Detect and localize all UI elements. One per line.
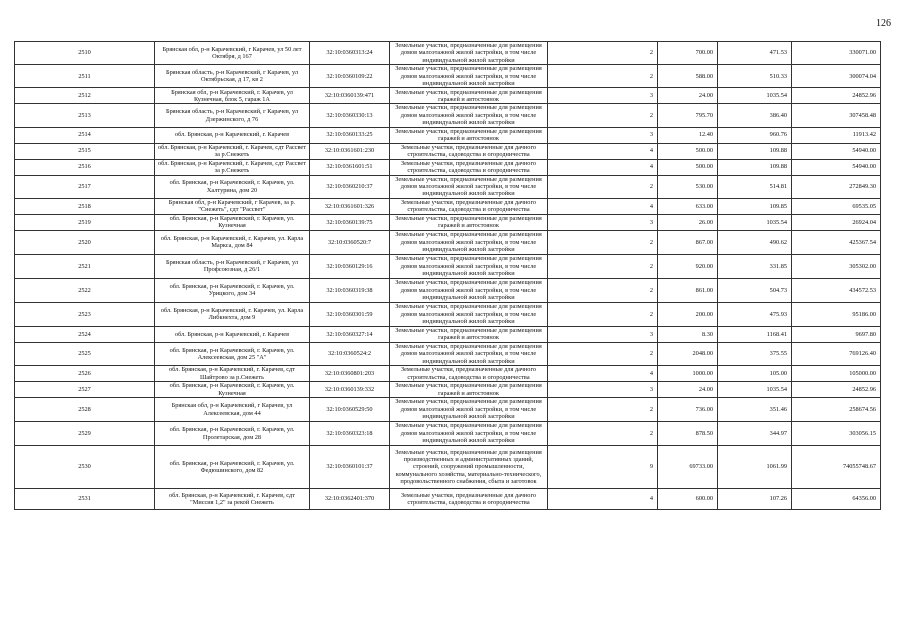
row-number: 2526 xyxy=(15,366,155,382)
address-cell: обл. Брянская, р-н Карачевский, г. Карачев, сдт Рассвет за р.Снежеть xyxy=(155,143,310,159)
row-number: 2529 xyxy=(15,422,155,446)
group-cell: 4 xyxy=(548,143,658,159)
cadastral-number-cell: 32:10:0360323:18 xyxy=(310,422,390,446)
rate-cell: 471.53 xyxy=(718,42,792,65)
cadastral-number-cell: 32:10:0361601:230 xyxy=(310,143,390,159)
cadastral-number-cell: 32:10:0360327:14 xyxy=(310,326,390,342)
cadastral-number-cell: 32:10:0360319:38 xyxy=(310,278,390,302)
purpose-cell: Земельные участки, предназначенные для размещения домов малоэтажной жилой застройки, в том числе индивидуальной жилой застройки xyxy=(390,422,548,446)
row-number: 2527 xyxy=(15,382,155,398)
table-row xyxy=(15,65,881,88)
cadastral-number-cell: 32:10:0360313:24 xyxy=(310,42,390,65)
purpose-cell: Земельные участки, предназначенные для размещения домов малоэтажной жилой застройки, в том числе индивидуальной жилой застройки xyxy=(390,278,548,302)
table-row xyxy=(15,254,881,278)
purpose-cell: Земельные участки, предназначенные для размещения домов малоэтажной жилой застройки, в том числе индивидуальной жилой застройки xyxy=(390,65,548,88)
table-row xyxy=(15,366,881,382)
address-cell: Брянская обл, р-н Карачевский, г Карачев, ул 50 лет Октября, д 167 xyxy=(155,42,310,65)
address-cell: обл. Брянская, р-н Карачевский, г. Карачев, ул. Алексеевская, дом 25 "А" xyxy=(155,342,310,365)
rate-cell: 504.73 xyxy=(718,278,792,302)
cadastral-value-cell: 11913.42 xyxy=(792,127,881,143)
rate-cell: 475.93 xyxy=(718,302,792,326)
cadastral-value-cell: 24852.96 xyxy=(792,382,881,398)
cadastral-number-cell: 32:10:0360109:22 xyxy=(310,65,390,88)
address-cell: обл. Брянская, р-н Карачевский, г. Карачев, ул. Карла Маркса, дом 84 xyxy=(155,230,310,254)
area-cell: 588.00 xyxy=(658,65,718,88)
row-number: 2520 xyxy=(15,230,155,254)
cadastral-number-cell: 32:10:0360139:471 xyxy=(310,88,390,104)
group-cell: 2 xyxy=(548,104,658,127)
table-row xyxy=(15,230,881,254)
purpose-cell: Земельные участки, предназначенные для размещения гаражей и автостоянок xyxy=(390,88,548,104)
address-cell: обл. Брянская, р-н Карачевский, г. Карачев, ул. Карла Либкнехта, дом 9 xyxy=(155,302,310,326)
table-row xyxy=(15,104,881,127)
area-cell: 795.70 xyxy=(658,104,718,127)
cadastral-number-cell: 32:10:0360101:37 xyxy=(310,446,390,489)
purpose-cell: Земельные участки, предназначенные для дачного строительства, садоводства и огородничества xyxy=(390,366,548,382)
cadastral-number-cell: 32:10:0360133:25 xyxy=(310,127,390,143)
cadastral-value-cell: 434572.53 xyxy=(792,278,881,302)
table-row xyxy=(15,159,881,175)
group-cell: 2 xyxy=(548,175,658,198)
purpose-cell: Земельные участки, предназначенные для дачного строительства, садоводства и огородничества xyxy=(390,143,548,159)
table-body xyxy=(15,42,881,510)
rate-cell: 510.33 xyxy=(718,65,792,88)
cadastral-value-cell: 9697.80 xyxy=(792,326,881,342)
area-cell: 878.50 xyxy=(658,422,718,446)
group-cell: 2 xyxy=(548,278,658,302)
cadastral-value-cell: 272849.30 xyxy=(792,175,881,198)
cadastral-number-cell: 32:10:0360520:7 xyxy=(310,230,390,254)
rate-cell: 105.00 xyxy=(718,366,792,382)
area-cell: 26.00 xyxy=(658,214,718,230)
row-number: 2518 xyxy=(15,198,155,214)
area-cell: 12.40 xyxy=(658,127,718,143)
purpose-cell: Земельные участки, предназначенные для размещения домов малоэтажной жилой застройки, в том числе индивидуальной жилой застройки xyxy=(390,230,548,254)
group-cell: 3 xyxy=(548,127,658,143)
table-row xyxy=(15,88,881,104)
cadastral-value-cell: 303056.15 xyxy=(792,422,881,446)
purpose-cell: Земельные участки, предназначенные для дачного строительства, садоводства и огородничества xyxy=(390,489,548,510)
row-number: 2522 xyxy=(15,278,155,302)
row-number: 2528 xyxy=(15,398,155,422)
area-cell: 200.00 xyxy=(658,302,718,326)
area-cell: 633.00 xyxy=(658,198,718,214)
cadastral-value-cell: 24852.96 xyxy=(792,88,881,104)
table-row xyxy=(15,42,881,65)
table-row xyxy=(15,143,881,159)
row-number: 2515 xyxy=(15,143,155,159)
area-cell: 600.00 xyxy=(658,489,718,510)
address-cell: Брянская область, р-н Карачевский, г Карачев, ул Дзержинского, д 76 xyxy=(155,104,310,127)
row-number: 2531 xyxy=(15,489,155,510)
address-cell: Брянская область, р-н Карачевский, г Карачев, ул Профсоюзная, д 26/1 xyxy=(155,254,310,278)
row-number: 2530 xyxy=(15,446,155,489)
rate-cell: 960.76 xyxy=(718,127,792,143)
cadastral-value-cell: 74055748.67 xyxy=(792,446,881,489)
cadastral-number-cell: 32:10:0360529:50 xyxy=(310,398,390,422)
cadastral-number-cell: 32:10:0360210:37 xyxy=(310,175,390,198)
table-row xyxy=(15,302,881,326)
purpose-cell: Земельные участки, предназначенные для размещения гаражей и автостоянок xyxy=(390,326,548,342)
purpose-cell: Земельные участки, предназначенные для размещения домов малоэтажной жилой застройки, в том числе индивидуальной жилой застройки xyxy=(390,254,548,278)
rate-cell: 109.88 xyxy=(718,159,792,175)
purpose-cell: Земельные участки, предназначенные для размещения гаражей и автостоянок xyxy=(390,127,548,143)
cadastral-number-cell: 32:10:0360524:2 xyxy=(310,342,390,365)
address-cell: обл. Брянская, р-н Карачевский, г. Карачев, ул. Халтурина, дом 20 xyxy=(155,175,310,198)
cadastral-value-cell: 769126.40 xyxy=(792,342,881,365)
group-cell: 4 xyxy=(548,159,658,175)
group-cell: 2 xyxy=(548,302,658,326)
row-number: 2513 xyxy=(15,104,155,127)
address-cell: обл. Брянская, р-н Карачевский, г. Карачев, сдт Шайтрово за р.Снежеть xyxy=(155,366,310,382)
area-cell: 500.00 xyxy=(658,159,718,175)
area-cell: 1000.00 xyxy=(658,366,718,382)
area-cell: 867.00 xyxy=(658,230,718,254)
address-cell: обл. Брянская, р-н Карачевский, г. Карачев, ул. Федюшинского, дом 82 xyxy=(155,446,310,489)
address-cell: обл. Брянская, р-н Карачевский, г. Карачев, ул. Кузнечная xyxy=(155,382,310,398)
purpose-cell: Земельные участки, предназначенные для размещения производственных и административных зданий, строений, сооружений промышленности, коммунального хозяйства, материально-технического, продовольственного снабжения, сбыта и заготовок xyxy=(390,446,548,489)
address-cell: Брянская область, р-н Карачевский, г Карачев, ул Октябрьская, д 17, кв 2 xyxy=(155,65,310,88)
area-cell: 920.00 xyxy=(658,254,718,278)
purpose-cell: Земельные участки, предназначенные для размещения домов малоэтажной жилой застройки, в том числе индивидуальной жилой застройки xyxy=(390,398,548,422)
cadastral-number-cell: 32:10:0360139:75 xyxy=(310,214,390,230)
cadastral-number-cell: 32:10:0360801:203 xyxy=(310,366,390,382)
address-cell: Брянская обл, р-н Карачевский, г Карачев, ул Алексеевская, дом 44 xyxy=(155,398,310,422)
rate-cell: 514.81 xyxy=(718,175,792,198)
table-row xyxy=(15,198,881,214)
table-row xyxy=(15,382,881,398)
area-cell: 24.00 xyxy=(658,382,718,398)
rate-cell: 1035.54 xyxy=(718,88,792,104)
group-cell: 3 xyxy=(548,326,658,342)
area-cell: 500.00 xyxy=(658,143,718,159)
cadastral-value-cell: 330071.00 xyxy=(792,42,881,65)
area-cell: 69733.00 xyxy=(658,446,718,489)
group-cell: 2 xyxy=(548,230,658,254)
table-row xyxy=(15,214,881,230)
group-cell: 2 xyxy=(548,65,658,88)
group-cell: 2 xyxy=(548,254,658,278)
rate-cell: 331.85 xyxy=(718,254,792,278)
area-cell: 700.00 xyxy=(658,42,718,65)
area-cell: 24.00 xyxy=(658,88,718,104)
address-cell: обл. Брянская, р-н Карачевский, г. Карачев xyxy=(155,326,310,342)
purpose-cell: Земельные участки, предназначенные для размещения домов малоэтажной жилой застройки, в том числе индивидуальной жилой застройки xyxy=(390,42,548,65)
area-cell: 736.00 xyxy=(658,398,718,422)
address-cell: обл. Брянская, р-н Карачевский, г. Карачев, сдт Рассвет за р.Снежеть xyxy=(155,159,310,175)
cadastral-value-cell: 307458.48 xyxy=(792,104,881,127)
group-cell: 4 xyxy=(548,366,658,382)
address-cell: обл. Брянская, р-н Карачевский, г. Карачев xyxy=(155,127,310,143)
cadastral-number-cell: 32:10:0361601:51 xyxy=(310,159,390,175)
row-number: 2519 xyxy=(15,214,155,230)
cadastral-value-cell: 54940.00 xyxy=(792,143,881,159)
cadastral-number-cell: 32:10:0360301:59 xyxy=(310,302,390,326)
cadastral-number-cell: 32:10:0360129:16 xyxy=(310,254,390,278)
row-number: 2512 xyxy=(15,88,155,104)
table-row xyxy=(15,398,881,422)
cadastral-value-cell: 105000.00 xyxy=(792,366,881,382)
cadastral-value-cell: 305302.00 xyxy=(792,254,881,278)
rate-cell: 1035.54 xyxy=(718,382,792,398)
group-cell: 9 xyxy=(548,446,658,489)
rate-cell: 490.62 xyxy=(718,230,792,254)
cadastral-value-cell: 54940.00 xyxy=(792,159,881,175)
rate-cell: 1168.41 xyxy=(718,326,792,342)
group-cell: 2 xyxy=(548,398,658,422)
table-row xyxy=(15,489,881,510)
table-row xyxy=(15,422,881,446)
address-cell: обл. Брянская, р-н Карачевский, г. Карачев, сдт "Миссия 1,2" за рекой Снежеть xyxy=(155,489,310,510)
rate-cell: 1061.99 xyxy=(718,446,792,489)
table-row xyxy=(15,278,881,302)
area-cell: 2048.00 xyxy=(658,342,718,365)
purpose-cell: Земельные участки, предназначенные для размещения домов малоэтажной жилой застройки, в том числе индивидуальной жилой застройки xyxy=(390,342,548,365)
row-number: 2524 xyxy=(15,326,155,342)
land-plots-table xyxy=(14,41,881,510)
row-number: 2511 xyxy=(15,65,155,88)
table-row xyxy=(15,446,881,489)
purpose-cell: Земельные участки, предназначенные для размещения гаражей и автостоянок xyxy=(390,382,548,398)
row-number: 2523 xyxy=(15,302,155,326)
rate-cell: 109.85 xyxy=(718,198,792,214)
purpose-cell: Земельные участки, предназначенные для размещения гаражей и автостоянок xyxy=(390,214,548,230)
cadastral-number-cell: 32:10:0360330:13 xyxy=(310,104,390,127)
cadastral-number-cell: 32:10:0362401:370 xyxy=(310,489,390,510)
group-cell: 2 xyxy=(548,342,658,365)
address-cell: обл. Брянская, р-н Карачевский, г. Карачев, ул. Кузнечная xyxy=(155,214,310,230)
address-cell: обл. Брянская, р-н Карачевский, г. Карачев, ул. Урицкого, дом 34 xyxy=(155,278,310,302)
cadastral-value-cell: 69535.05 xyxy=(792,198,881,214)
area-cell: 8.30 xyxy=(658,326,718,342)
rate-cell: 107.26 xyxy=(718,489,792,510)
rate-cell: 375.55 xyxy=(718,342,792,365)
rate-cell: 344.97 xyxy=(718,422,792,446)
rate-cell: 1035.54 xyxy=(718,214,792,230)
cadastral-value-cell: 425367.54 xyxy=(792,230,881,254)
table-row xyxy=(15,175,881,198)
address-cell: Брянская обл, р-н Карачевский, г Карачев, за р. "Снежеть", сдт "Рассвет" xyxy=(155,198,310,214)
table-row xyxy=(15,342,881,365)
purpose-cell: Земельные участки, предназначенные для размещения домов малоэтажной жилой застройки, в том числе индивидуальной жилой застройки xyxy=(390,175,548,198)
rate-cell: 386.40 xyxy=(718,104,792,127)
row-number: 2525 xyxy=(15,342,155,365)
address-cell: Брянская обл, р-н Карачевский, г. Карачев, ул Кузнечная, блок 5, гараж 1А xyxy=(155,88,310,104)
rate-cell: 109.88 xyxy=(718,143,792,159)
purpose-cell: Земельные участки, предназначенные для размещения домов малоэтажной жилой застройки, в том числе индивидуальной жилой застройки xyxy=(390,302,548,326)
group-cell: 3 xyxy=(548,214,658,230)
row-number: 2510 xyxy=(15,42,155,65)
table-row xyxy=(15,127,881,143)
group-cell: 4 xyxy=(548,489,658,510)
row-number: 2514 xyxy=(15,127,155,143)
purpose-cell: Земельные участки, предназначенные для дачного строительства, садоводства и огородничества xyxy=(390,159,548,175)
rate-cell: 351.46 xyxy=(718,398,792,422)
row-number: 2516 xyxy=(15,159,155,175)
area-cell: 861.00 xyxy=(658,278,718,302)
cadastral-value-cell: 258674.56 xyxy=(792,398,881,422)
page-number: 126 xyxy=(876,18,891,29)
table-row xyxy=(15,326,881,342)
group-cell: 2 xyxy=(548,42,658,65)
row-number: 2521 xyxy=(15,254,155,278)
group-cell: 3 xyxy=(548,88,658,104)
cadastral-value-cell: 300074.04 xyxy=(792,65,881,88)
area-cell: 530.00 xyxy=(658,175,718,198)
group-cell: 3 xyxy=(548,382,658,398)
cadastral-value-cell: 26924.04 xyxy=(792,214,881,230)
purpose-cell: Земельные участки, предназначенные для размещения домов малоэтажной жилой застройки, в том числе индивидуальной жилой застройки xyxy=(390,104,548,127)
cadastral-value-cell: 95186.00 xyxy=(792,302,881,326)
group-cell: 2 xyxy=(548,422,658,446)
cadastral-number-cell: 32:10:0360139:332 xyxy=(310,382,390,398)
cadastral-value-cell: 64356.00 xyxy=(792,489,881,510)
group-cell: 4 xyxy=(548,198,658,214)
cadastral-number-cell: 32:10:0361601:326 xyxy=(310,198,390,214)
row-number: 2517 xyxy=(15,175,155,198)
purpose-cell: Земельные участки, предназначенные для дачного строительства, садоводства и огородничества xyxy=(390,198,548,214)
address-cell: обл. Брянская, р-н Карачевский, г. Карачев, ул. Пролетарская, дом 28 xyxy=(155,422,310,446)
